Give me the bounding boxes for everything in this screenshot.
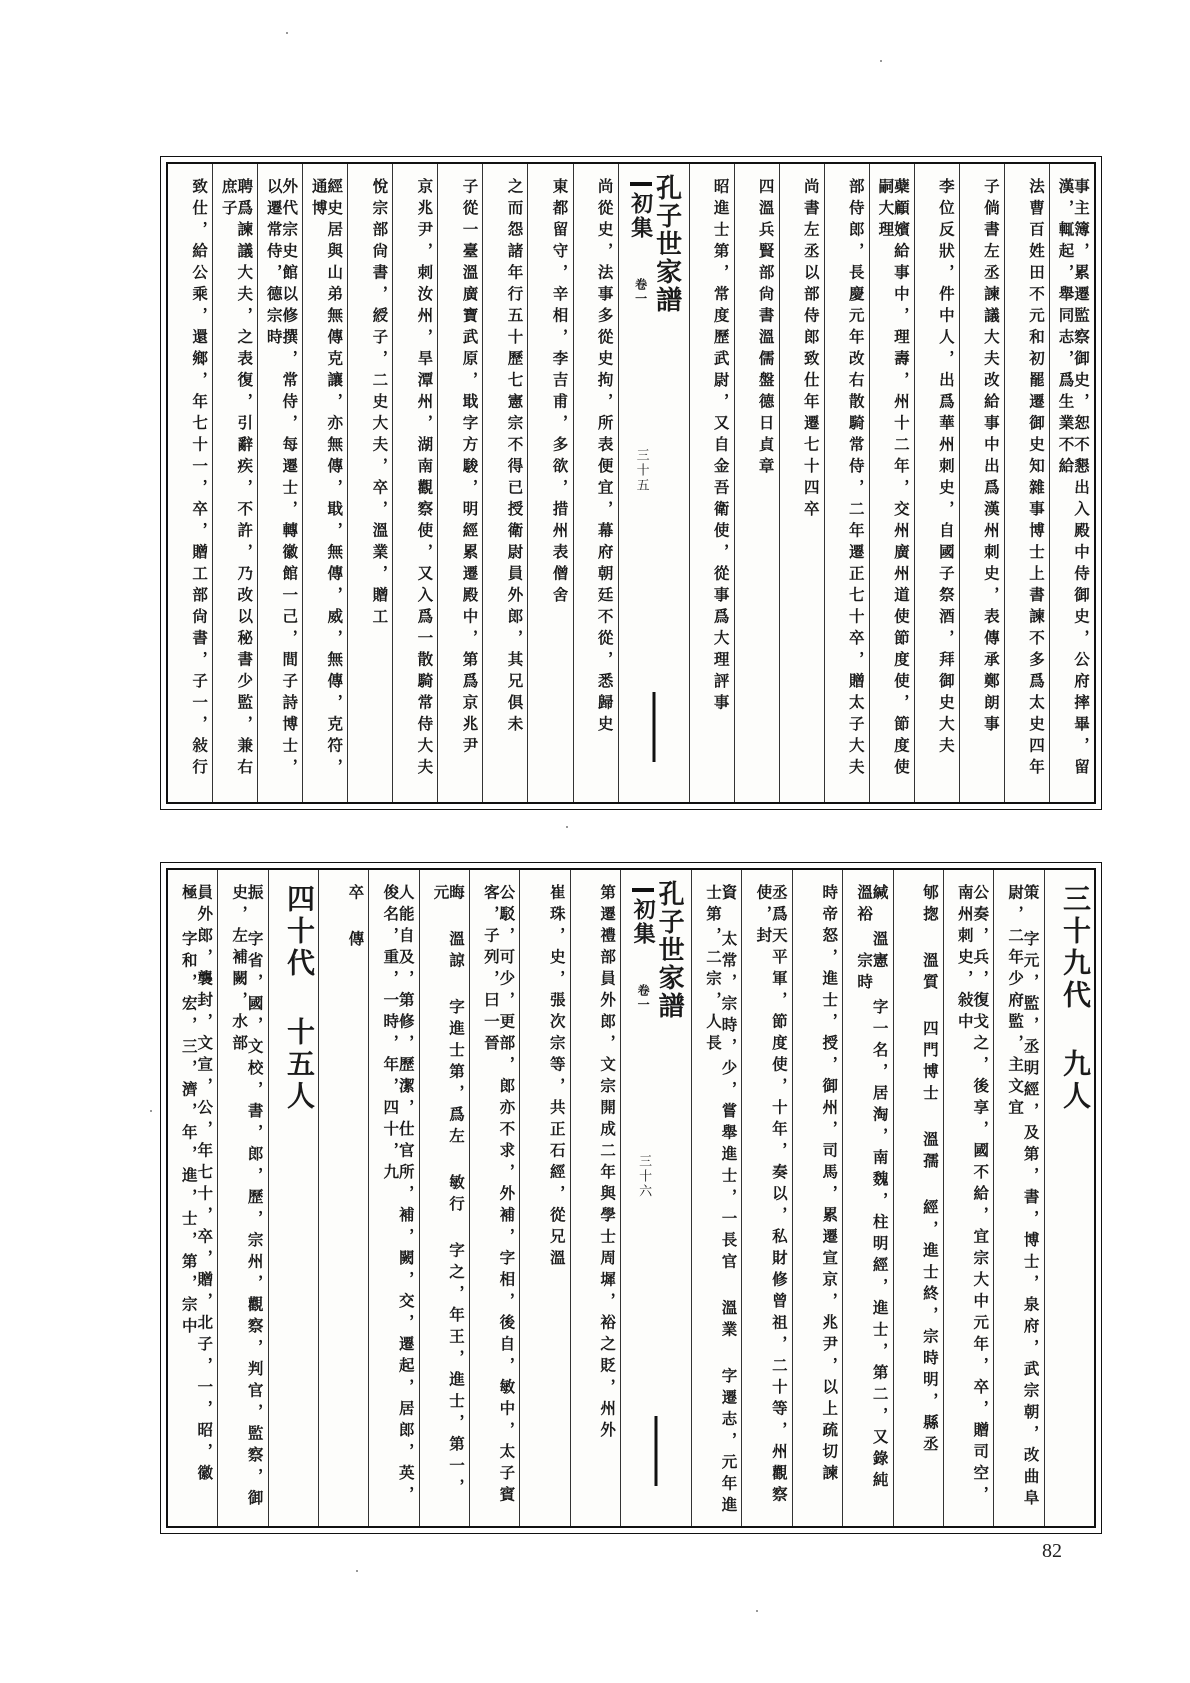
- gutter-rule: [652, 692, 655, 762]
- scan-speck: [756, 1610, 758, 1612]
- scan-speck: [150, 1110, 152, 1112]
- text-column: 郇揔 溫質 四門博士 溫孺 經，進士終，宗時明，縣丞: [893, 870, 943, 1526]
- text-column: 致仕，給公乘，還鄉，年七十一，卒，贈工部尙書，子一，敍行: [190, 178, 210, 780]
- text-column: 事主簿，累遷監察御史，恕不懇出入殿中侍御史，公府摔畢，留漢，輒起，舉同志，爲生業不給: [1049, 164, 1094, 802]
- text-column: 聘爲諫議大夫，之表復，引辭疾，不許，乃改以秘書少監，兼右庶子: [212, 164, 257, 802]
- text-column: 晦 溫諒 字進士第，爲左 敏行 字之，年王，進士，第一，元: [419, 870, 469, 1526]
- text-column: 子從一臺溫廣寶武原，戢字方駿，明經累遷殿中，第爲京兆尹: [437, 164, 482, 802]
- book-title: 孔子世家譜: [651, 174, 682, 314]
- text-column: 公駁，可少，更部，郎亦不求，外補，字相，後自，敏中，太子賓客，子列，曰一晉: [469, 870, 519, 1526]
- gutter-rule: [655, 1416, 658, 1486]
- page-number: 82: [1042, 1540, 1062, 1562]
- text-column: 策 字元，監，丞明經，及第，書，博士，泉府，武宗朝，改曲阜尉，二年少府監，主文宜: [993, 870, 1043, 1526]
- top-columns: [168, 164, 1094, 802]
- generation-heading: 三十九代 九人: [1044, 870, 1094, 1526]
- book-title: 孔子世家譜: [654, 880, 685, 1020]
- text-column: 第遷禮部員外郎，文宗開成二年與學士周墀，裕之貶，州外: [570, 870, 620, 1526]
- text-column: 部侍郎，長慶元年改右散騎常侍，二年遷正七十卒，贈太子大夫: [824, 164, 869, 802]
- text-column: 公奏，兵，復戈之，後享，國不給，宜宗大中元年，卒，贈司空，南州刺史，敍中: [943, 870, 993, 1526]
- text-column: 資 太常，宗時，少，嘗舉進士，一長官 溫業 字遷志，元年進士第，二宗，人長: [691, 870, 741, 1526]
- book-gutter: [620, 870, 691, 1526]
- text-column: 時帝怒，進士，授，御州，司馬，累遷宣京，兆尹，以上疏切諫: [792, 870, 842, 1526]
- book-sub: 卷一: [636, 984, 651, 1012]
- text-column: 四溫兵賢部尙書溫儒盤德日貞章: [734, 164, 779, 802]
- book-gutter: [618, 164, 689, 802]
- bottom-columns: [168, 870, 1094, 1526]
- generation-heading: 四十代 十五人: [268, 870, 318, 1526]
- text-column: 尚書左丞以部侍郎致仕年遷七十四卒: [779, 164, 824, 802]
- text-column: 昭進士第，常度歷武尉，又自金吾衛使，從事爲大理評事: [689, 164, 734, 802]
- text-column: 員外郎，襲封，文宣，公，年七十，卒，贈，北子，一，昭，徽 極 字和，宏，三，濟，年，進，士，第，宗中: [179, 884, 215, 1486]
- text-column: 卒 傳: [318, 870, 368, 1526]
- scan-speck: [566, 826, 568, 828]
- text-column: 法曹百姓田不元和初罷遷御史知雜事博士上書諫不多爲太史四年: [1004, 164, 1049, 802]
- text-column: 人能自及，第修，歷潔，仕官所，補，闕，交，遷起，居郎，英，俊名，重，一時，年，四十，九: [368, 870, 418, 1526]
- text-column: 崔珠，史，張次宗等，共正石經，從兄溫: [519, 870, 569, 1526]
- text-column: 尚從史，法事多從史拘，所表便宜，幕府朝廷不從，悉歸史: [573, 164, 618, 802]
- book-sub: 卷一: [633, 278, 648, 306]
- scan-speck: [880, 60, 882, 62]
- text-column: 丞爲天平軍，節度使，十年，奏以，私財修曾祖，二十等，州觀察使，封: [741, 870, 791, 1526]
- text-column: 緘 溫憲 字一名，居淘，南魏，柱明經，進士，第二，又錄純 溫裕 宗時: [842, 870, 892, 1526]
- scan-speck: [286, 32, 288, 34]
- text-column: 之而怨諸年行五十歷七憲宗不得已授衛尉員外郎，其兄俱未: [482, 164, 527, 802]
- top-page-spread: [166, 162, 1096, 804]
- leaf-number: 三十五: [633, 448, 649, 493]
- scan-speck: [356, 1570, 358, 1572]
- text-column: 京兆尹，刺汝州，旱潭州，湖南觀察使，又入爲一散騎常侍大夫: [392, 164, 437, 802]
- text-column: 子倘書左丞諫議大夫改給事中出爲漢州刺史，表傳承鄭朗事: [959, 164, 1004, 802]
- text-column: 經史居與山弟無傳克讓，亦無傳，戢，無傳，威，無傳，克符，通博: [302, 164, 347, 802]
- text-column: 振 字省，國，文校，書，郎，歷，宗州，觀察，判官，監察，御史，左補闕，水部: [217, 870, 267, 1526]
- text-column: 李位反狀，件中人，出爲華州刺史，自國子祭酒，拜御史大夫: [914, 164, 959, 802]
- bottom-page-spread: [166, 868, 1096, 1528]
- leaf-number: 三十六: [636, 1154, 652, 1199]
- text-column: 東都留守，辛相，李吉甫，多欲，措州表僧舍: [527, 164, 572, 802]
- text-column: 外代宗史館以修撰，常侍，每遷士，轉徽館一己，間子詩博士，以遷常侍，德宗時: [257, 164, 302, 802]
- book-volume: 初集: [632, 888, 654, 946]
- text-column: 蘗顧嬪給事中，理壽，州十二年，交州廣州道使節度使，節度使嗣大理: [869, 164, 914, 802]
- text-column: 悅宗部尙書，綬子，二史大夫，卒，溫業，贈工: [347, 164, 392, 802]
- book-volume: 初集: [630, 182, 652, 240]
